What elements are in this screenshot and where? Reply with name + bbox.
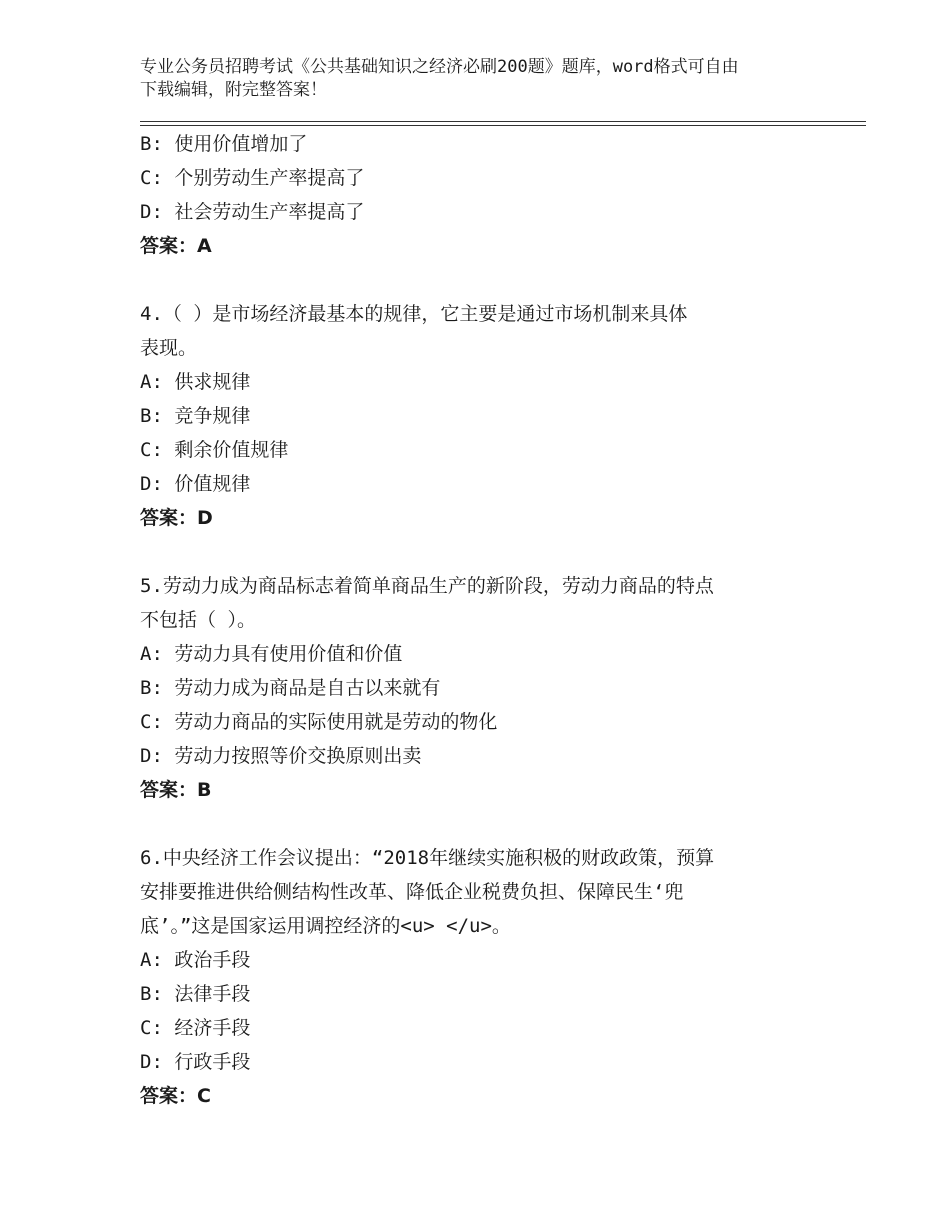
question-list <box>140 127 820 1113</box>
question-stem-line: 5.劳动力成为商品标志着简单商品生产的新阶段，劳动力商品的特点 <box>140 575 714 597</box>
answer-label: 答案：A <box>140 235 212 257</box>
question-stem-line: 底’。”这是国家运用调控经济的<u> </u>。 <box>140 915 511 937</box>
header-line-1: 专业公务员招聘考试《公共基础知识之经济必刷200题》题库，word格式可自由 <box>140 57 739 77</box>
question-4 <box>140 297 820 535</box>
question-5 <box>140 569 820 807</box>
header-divider-bottom <box>140 125 866 126</box>
option-d: D: 行政手段 <box>140 1051 251 1073</box>
question-3 <box>140 127 820 263</box>
question-6 <box>140 841 820 1113</box>
option-b: B: 使用价值增加了 <box>140 133 308 155</box>
option-c: C: 劳动力商品的实际使用就是劳动的物化 <box>140 711 498 733</box>
option-d: D: 价值规律 <box>140 473 251 495</box>
option-c: C: 经济手段 <box>140 1017 251 1039</box>
option-d: D: 劳动力按照等价交换原则出卖 <box>140 745 422 767</box>
question-stem-line: 不包括（ ）。 <box>140 609 256 631</box>
option-b: B: 竞争规律 <box>140 405 251 427</box>
option-c: C: 个别劳动生产率提高了 <box>140 167 365 189</box>
question-stem-line: 4.（ ）是市场经济最基本的规律，它主要是通过市场机制来具体 <box>140 303 688 325</box>
option-a: A: 供求规律 <box>140 371 251 393</box>
header-line-2: 下载编辑，附完整答案！ <box>140 80 327 100</box>
header-divider-top <box>140 121 866 122</box>
document-header <box>140 56 820 102</box>
option-b: B: 劳动力成为商品是自古以来就有 <box>140 677 441 699</box>
answer-label: 答案：C <box>140 1085 211 1107</box>
option-a: A: 劳动力具有使用价值和价值 <box>140 643 403 665</box>
question-stem-line: 安排要推进供给侧结构性改革、降低企业税费负担、保障民生‘兜 <box>140 881 684 903</box>
answer-label: 答案：B <box>140 779 212 801</box>
question-stem-line: 表现。 <box>140 337 198 359</box>
option-b: B: 法律手段 <box>140 983 251 1005</box>
option-d: D: 社会劳动生产率提高了 <box>140 201 365 223</box>
option-c: C: 剩余价值规律 <box>140 439 289 461</box>
question-stem-line: 6.中央经济工作会议提出：“2018年继续实施积极的财政政策，预算 <box>140 847 715 869</box>
option-a: A: 政治手段 <box>140 949 251 971</box>
answer-label: 答案：D <box>140 507 213 529</box>
